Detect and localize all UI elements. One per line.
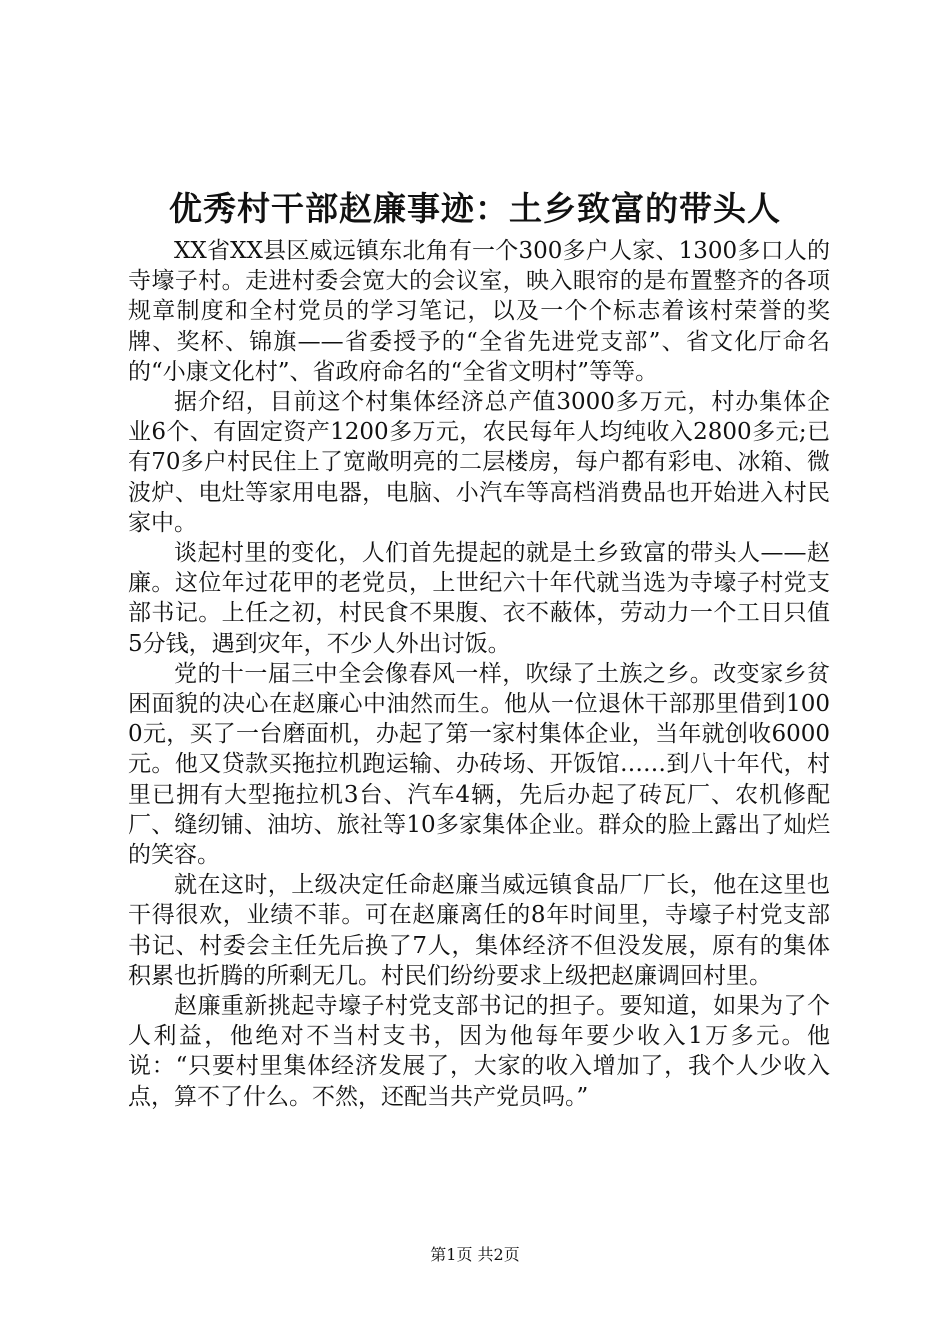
document-title: 优秀村干部赵廉事迹：土乡致富的带头人 bbox=[169, 189, 781, 228]
document-body bbox=[128, 236, 830, 1112]
page-footer: 第1页 共2页 bbox=[430, 1245, 520, 1264]
paragraph: XX省XX县区威远镇东北角有一个300多户人家、1300多口人的寺壕子村。走进村委会宽大的会议室，映入眼帘的是布置整齐的各项规章制度和全村党员的学习笔记，以及一个个标志着该村荣誉的奖牌、奖杯、锦旗——省委授予的“全省先进党支部”、省文化厅命名的“小康文化村”、省政府命名的“全省文明村”等等。 bbox=[128, 238, 830, 385]
paragraph: 赵廉重新挑起寺壕子村党支部书记的担子。要知道，如果为了个人利益，他绝对不当村支书，因为他每年要少收入1万多元。他说：“只要村里集体经济发展了，大家的收入增加了，我个人少收入点，算不了什么。不然，还配当共产党员吗。” bbox=[128, 993, 830, 1110]
paragraph: 就在这时，上级决定任命赵廉当威远镇食品厂厂长，他在这里也干得很欢，业绩不菲。可在赵廉离任的8年时间里，寺壕子村党支部书记、村委会主任先后换了7人，集体经济不但没发展，原有的集体积累也折腾的所剩无几。村民们纷纷要求上级把赵廉调回村里。 bbox=[128, 872, 830, 989]
paragraph: 党的十一届三中全会像春风一样，吹绿了土族之乡。改变家乡贫困面貌的决心在赵廉心中油然而生。他从一位退休干部那里借到1000元，买了一台磨面机，办起了第一家村集体企业，当年就创收6000元。他又贷款买拖拉机跑运输、办砖场、开饭馆……到八十年代，村里已拥有大型拖拉机3台、汽车4辆，先后办起了砖瓦厂、农机修配厂、缝纫铺、油坊、旅社等10多家集体企业。群众的脸上露出了灿烂的笑容。 bbox=[128, 660, 830, 869]
paragraph: 据介绍，目前这个村集体经济总产值3000多万元，村办集体企业6个、有固定资产1200多万元，农民每年人均纯收入2800多元;已有70多户村民住上了宽敞明亮的二层楼房，每户都有彩电、冰箱、微波炉、电灶等家用电器，电脑、小汽车等高档消费品也开始进入村民家中。 bbox=[128, 389, 830, 536]
paragraph: 谈起村里的变化，人们首先提起的就是土乡致富的带头人——赵廉。这位年过花甲的老党员，上世纪六十年代就当选为寺壕子村党支部书记。上任之初，村民食不果腹、衣不蔽体，劳动力一个工日只值5分钱，遇到灾年，不少人外出讨饭。 bbox=[128, 540, 830, 657]
